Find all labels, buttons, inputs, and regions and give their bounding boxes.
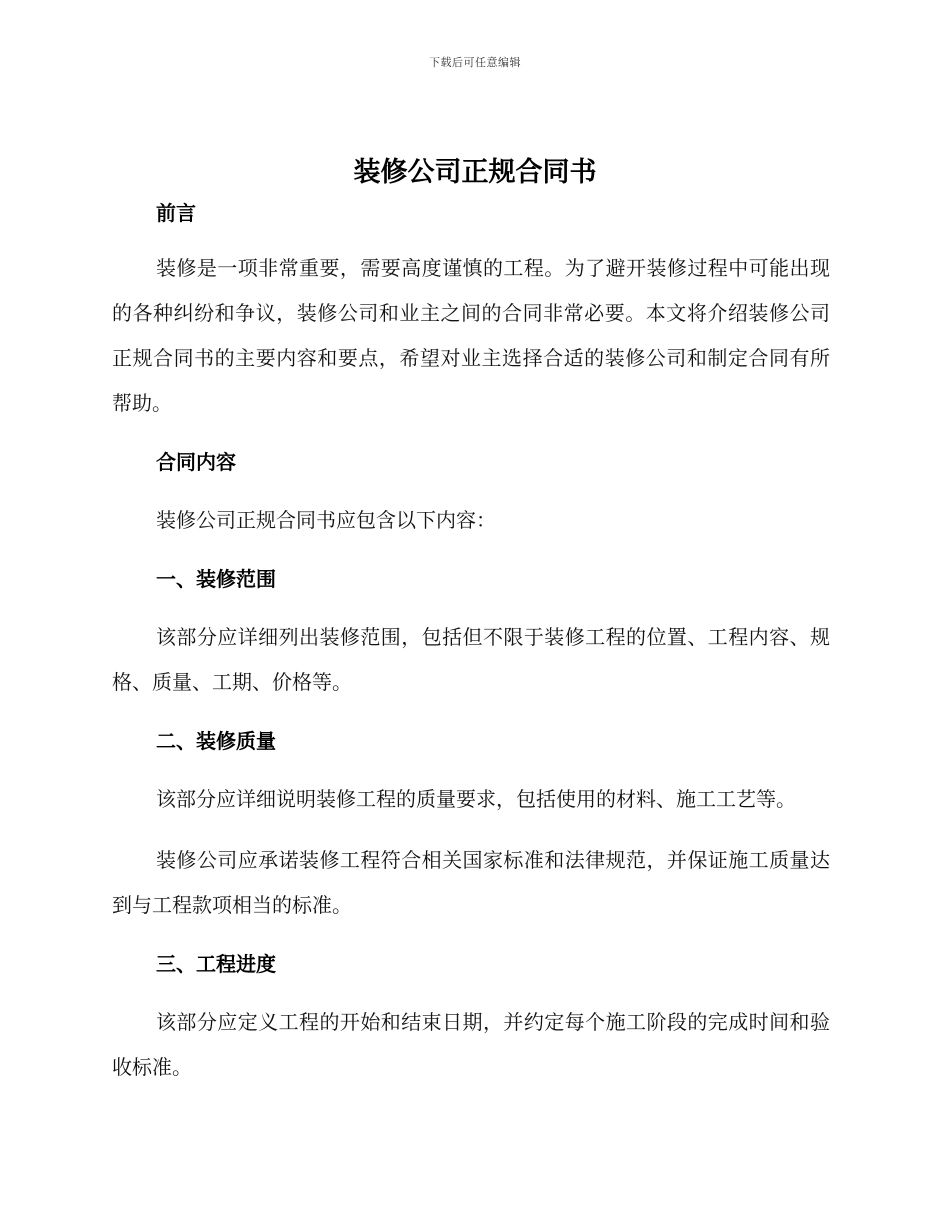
document-title: 装修公司正规合同书: [353, 157, 597, 188]
contract-contents-heading: 合同内容: [156, 450, 236, 474]
scope-heading: 一、装修范围: [156, 567, 276, 591]
preface-paragraph: 装修是一项非常重要，需要高度谨慎的工程。为了避开装修过程中可能出现的各种纠纷和争议，装修公司和业主之间的合同非常必要。本文将介绍装修公司正规合同书的主要内容和要点，希望对业主选择合适的装修公司和制定合同有所帮助。: [112, 256, 830, 415]
schedule-heading: 三、工程进度: [156, 952, 276, 976]
scope-paragraph: 该部分应详细列出装修范围，包括但不限于装修工程的位置、工程内容、规格、质量、工期、价格等。: [112, 625, 830, 694]
quality-heading: 二、装修质量: [156, 729, 276, 753]
document-body: [112, 196, 830, 1090]
quality-paragraph-2: 装修公司应承诺装修工程符合相关国家标准和法律规范，并保证施工质量达到与工程款项相当的标准。: [112, 848, 830, 917]
header-note: 下载后可任意编辑: [429, 56, 521, 69]
quality-paragraph-1: 该部分应详细说明装修工程的质量要求，包括使用的材料、施工工艺等。: [156, 787, 796, 811]
schedule-paragraph: 该部分应定义工程的开始和结束日期，并约定每个施工阶段的完成时间和验收标准。: [112, 1010, 830, 1079]
contract-contents-intro: 装修公司正规合同书应包含以下内容：: [156, 508, 496, 532]
preface-heading: 前言: [156, 201, 196, 225]
